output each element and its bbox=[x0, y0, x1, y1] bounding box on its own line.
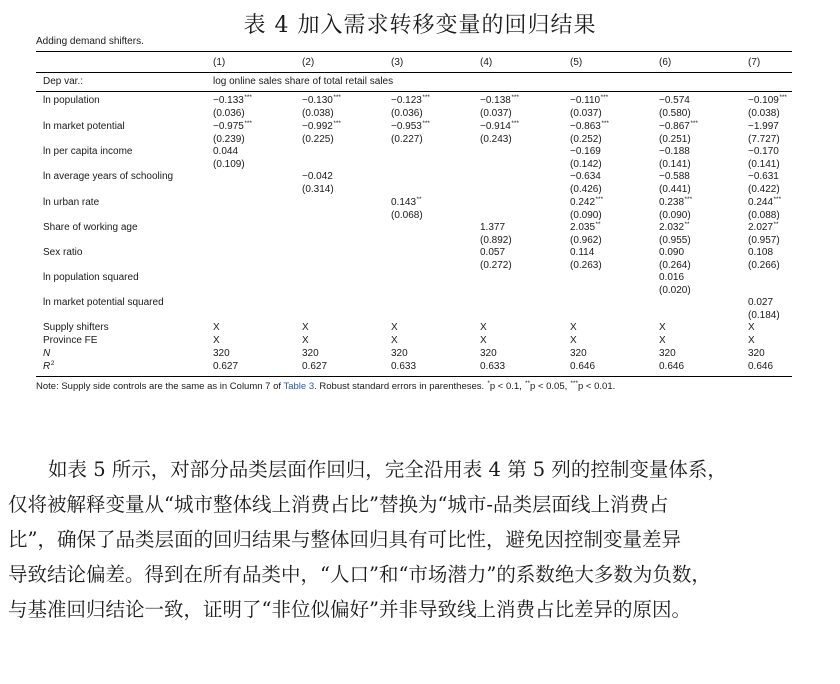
se-cell: (7.727) bbox=[748, 134, 780, 145]
dep-var-label: Dep var.: bbox=[43, 76, 84, 87]
paragraph-line: 导致结论偏差。得到在所有品类中，“人口”和“市场潜力”的系数绝大多数为负数， bbox=[8, 563, 711, 586]
footer-cell: X bbox=[302, 335, 309, 346]
footer-cell: 320 bbox=[480, 348, 497, 359]
se-cell: (0.263) bbox=[570, 260, 602, 271]
coef-cell: 0.143** bbox=[391, 196, 422, 208]
coef-cell: −0.109*** bbox=[748, 94, 787, 106]
table-note: Note: Supply side controls are the same as in Column 7 of Table 3. Robust standard errors in parentheses. *p < 0.1, **p < 0.05, ***p < 0.01. bbox=[36, 380, 616, 392]
footer-row-label: Province FE bbox=[43, 335, 98, 346]
footer-cell: X bbox=[748, 322, 755, 333]
coef-cell: 0.108 bbox=[748, 247, 774, 258]
coef-cell: 0.242*** bbox=[570, 196, 604, 208]
se-cell: (0.068) bbox=[391, 210, 423, 221]
footer-cell: 0.633 bbox=[391, 361, 417, 372]
se-cell: (0.962) bbox=[570, 235, 602, 246]
column-header: (3) bbox=[391, 57, 404, 68]
footer-cell: 0.633 bbox=[480, 361, 506, 372]
se-cell: (0.184) bbox=[748, 310, 780, 321]
footer-cell: X bbox=[570, 322, 577, 333]
se-cell: (0.266) bbox=[748, 260, 780, 271]
footer-cell: 0.627 bbox=[213, 361, 239, 372]
coef-cell: −0.188 bbox=[659, 146, 690, 157]
footer-row-label: Supply shifters bbox=[43, 322, 109, 333]
coef-cell: −0.169 bbox=[570, 146, 601, 157]
coef-cell: −0.992*** bbox=[302, 120, 341, 132]
footer-cell: X bbox=[391, 322, 398, 333]
column-header: (5) bbox=[570, 57, 583, 68]
coef-cell: −0.574 bbox=[659, 95, 690, 106]
se-cell: (0.580) bbox=[659, 108, 691, 119]
se-cell: (0.252) bbox=[570, 134, 602, 145]
se-cell: (0.109) bbox=[213, 159, 245, 170]
footer-cell: 0.627 bbox=[302, 361, 328, 372]
coef-cell: 1.377 bbox=[480, 222, 506, 233]
coef-cell: −0.588 bbox=[659, 171, 690, 182]
table-3-link[interactable]: Table 3 bbox=[283, 381, 315, 392]
se-cell: (0.225) bbox=[302, 134, 334, 145]
se-cell: (0.957) bbox=[748, 235, 780, 246]
se-cell: (0.441) bbox=[659, 184, 691, 195]
se-cell: (0.141) bbox=[659, 159, 691, 170]
se-cell: (0.090) bbox=[570, 210, 602, 221]
se-cell: (0.251) bbox=[659, 134, 691, 145]
se-cell: (0.239) bbox=[213, 134, 245, 145]
row-label: ln market potential bbox=[43, 121, 125, 132]
footer-cell: 0.646 bbox=[659, 361, 685, 372]
column-header: (2) bbox=[302, 57, 315, 68]
row-label: ln market potential squared bbox=[43, 297, 164, 308]
footer-cell: 320 bbox=[659, 348, 676, 359]
paragraph-line: 仅将被解释变量从“城市整体线上消费占比”替换为“城市-品类层面线上消费占 bbox=[8, 493, 669, 516]
coef-cell: −0.133*** bbox=[213, 94, 252, 106]
se-cell: (0.038) bbox=[302, 108, 334, 119]
footer-cell: 320 bbox=[391, 348, 408, 359]
se-cell: (0.036) bbox=[391, 108, 423, 119]
paragraph-line: 与基准回归结论一致，证明了“非位似偏好”并非导致线上消费占比差异的原因。 bbox=[8, 598, 691, 621]
paragraph-line: 比”，确保了品类层面的回归结果与整体回归具有可比性，避免因控制变量差异 bbox=[8, 528, 681, 551]
footer-row-label: $R^2$ bbox=[43, 360, 55, 372]
coef-cell: 0.090 bbox=[659, 247, 685, 258]
se-cell: (0.426) bbox=[570, 184, 602, 195]
coef-cell: 0.027 bbox=[748, 297, 774, 308]
coef-cell: 0.016 bbox=[659, 272, 685, 283]
coef-cell: 2.032** bbox=[659, 221, 690, 233]
row-label: ln per capita income bbox=[43, 146, 133, 157]
row-label: ln urban rate bbox=[43, 197, 100, 208]
footer-cell: X bbox=[480, 335, 487, 346]
se-cell: (0.272) bbox=[480, 260, 512, 271]
row-label: ln average years of schooling bbox=[43, 171, 174, 182]
coef-cell: −0.110*** bbox=[570, 94, 609, 106]
se-cell: (0.264) bbox=[659, 260, 691, 271]
se-cell: (0.314) bbox=[302, 184, 334, 195]
coef-cell: −0.975*** bbox=[213, 120, 252, 132]
footer-cell: 320 bbox=[570, 348, 587, 359]
footer-cell: 320 bbox=[748, 348, 765, 359]
row-label: ln population squared bbox=[43, 272, 139, 283]
coef-cell: −0.634 bbox=[570, 171, 601, 182]
footer-cell: X bbox=[480, 322, 487, 333]
column-header: (7) bbox=[748, 57, 761, 68]
column-header: (1) bbox=[213, 57, 226, 68]
footer-row-label: N bbox=[43, 348, 51, 359]
table-caption: Adding demand shifters. bbox=[36, 36, 144, 47]
se-cell: (0.422) bbox=[748, 184, 780, 195]
se-cell: (0.088) bbox=[748, 210, 780, 221]
table-title: 表 4 加入需求转移变量的回归结果 bbox=[243, 13, 597, 38]
coef-cell: 0.044 bbox=[213, 146, 239, 157]
body-paragraph bbox=[8, 452, 836, 627]
footer-cell: X bbox=[213, 322, 220, 333]
se-cell: (0.037) bbox=[570, 108, 602, 119]
coef-cell: −0.138*** bbox=[480, 94, 519, 106]
footer-cell: X bbox=[659, 335, 666, 346]
footer-cell: X bbox=[213, 335, 220, 346]
row-label: Share of working age bbox=[43, 222, 138, 233]
column-header: (6) bbox=[659, 57, 672, 68]
footer-cell: X bbox=[570, 335, 577, 346]
se-cell: (0.227) bbox=[391, 134, 423, 145]
coef-cell: 2.027** bbox=[748, 221, 779, 233]
se-cell: (0.090) bbox=[659, 210, 691, 221]
footer-cell: X bbox=[659, 322, 666, 333]
coef-cell: 0.238*** bbox=[659, 196, 693, 208]
se-cell: (0.141) bbox=[748, 159, 780, 170]
se-cell: (0.020) bbox=[659, 285, 691, 296]
footer-cell: 320 bbox=[302, 348, 319, 359]
coef-cell: 0.114 bbox=[570, 247, 595, 258]
coef-cell: −1.997 bbox=[748, 121, 779, 132]
se-cell: (0.038) bbox=[748, 108, 780, 119]
footer-cell: X bbox=[391, 335, 398, 346]
coef-cell: −0.042 bbox=[302, 171, 333, 182]
row-label: ln population bbox=[43, 95, 100, 106]
footer-cell: 0.646 bbox=[570, 361, 596, 372]
paragraph-line: 如表 5 所示，对部分品类层面作回归，完全沿用表 4 第 5 列的控制变量体系， bbox=[48, 458, 727, 481]
footer-cell: X bbox=[302, 322, 309, 333]
coef-cell: 2.035** bbox=[570, 221, 601, 233]
dep-var-value: log online sales share of total retail sales bbox=[213, 76, 394, 87]
se-cell: (0.243) bbox=[480, 134, 512, 145]
coef-cell: −0.953*** bbox=[391, 120, 430, 132]
se-cell: (0.036) bbox=[213, 108, 245, 119]
se-cell: (0.892) bbox=[480, 235, 512, 246]
footer-cell: X bbox=[748, 335, 755, 346]
coef-cell: −0.631 bbox=[748, 171, 779, 182]
se-cell: (0.955) bbox=[659, 235, 691, 246]
column-header: (4) bbox=[480, 57, 493, 68]
coef-cell: −0.130*** bbox=[302, 94, 341, 106]
coef-cell: 0.057 bbox=[480, 247, 506, 258]
coef-cell: −0.123*** bbox=[391, 94, 430, 106]
coef-cell: −0.170 bbox=[748, 146, 779, 157]
coef-cell: 0.244*** bbox=[748, 196, 782, 208]
se-cell: (0.037) bbox=[480, 108, 512, 119]
coef-cell: −0.867*** bbox=[659, 120, 698, 132]
footer-cell: 0.646 bbox=[748, 361, 774, 372]
regression-table bbox=[36, 0, 792, 380]
row-label: Sex ratio bbox=[43, 247, 83, 258]
coef-cell: −0.863*** bbox=[570, 120, 609, 132]
note-suffix: . Robust standard errors in parentheses. *p < 0.1, **p < 0.05, ***p < 0.01. bbox=[314, 380, 616, 392]
footer-cell: 320 bbox=[213, 348, 230, 359]
coef-cell: −0.914*** bbox=[480, 120, 519, 132]
se-cell: (0.142) bbox=[570, 159, 602, 170]
